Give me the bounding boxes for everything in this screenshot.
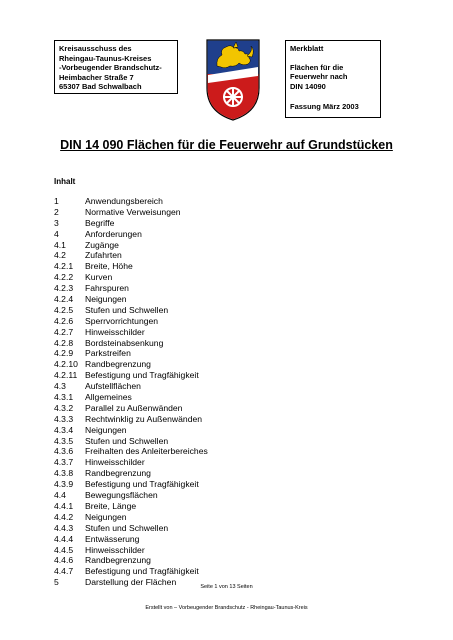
- toc-entry-text: Darstellung der Flächen: [85, 577, 177, 588]
- toc-entry: [54, 468, 208, 479]
- toc-entry-text: Fahrspuren: [85, 283, 129, 294]
- toc-entry-number: 4.4.7: [54, 566, 74, 577]
- toc-entry-number: 4.3.3: [54, 413, 74, 424]
- toc-entry-number: 4.3.7: [54, 457, 74, 468]
- toc-entry-text: Begriffe: [85, 217, 115, 228]
- toc-entry-text: Hinweisschilder: [85, 457, 145, 468]
- document-title: DIN 14 090 Flächen für die Feuerwehr auf Grundstücken: [60, 138, 393, 152]
- toc-entry: [54, 305, 208, 316]
- toc-entry-text: Parkstreifen: [85, 348, 131, 359]
- toc-entry-number: 4.2.3: [54, 283, 74, 294]
- toc-entry-text: Freihalten des Anleiterbereiches: [85, 446, 208, 457]
- toc-entry-number: 4.2.6: [54, 315, 74, 326]
- toc-entry: [54, 250, 208, 261]
- toc-entry-number: 4.2: [54, 250, 66, 261]
- toc-entry: [54, 501, 208, 512]
- toc-entry: [54, 545, 208, 556]
- toc-entry-number: 4.2.4: [54, 294, 74, 305]
- toc-entry: [54, 370, 208, 381]
- toc-entry-number: 4.3.2: [54, 402, 74, 413]
- toc-entry: [54, 566, 208, 577]
- toc-entry-text: Parallel zu Außenwänden: [85, 402, 183, 413]
- toc-entry: [54, 207, 208, 218]
- toc-entry-number: 4.2.11: [54, 370, 78, 381]
- toc-entry: [54, 479, 208, 490]
- toc-entry-number: 4.2.8: [54, 337, 74, 348]
- issuer-line: Heimbacher Straße 7: [59, 72, 134, 82]
- toc-entry: [54, 261, 208, 272]
- toc-entry: [54, 272, 208, 283]
- toc-entry-text: Anwendungsbereich: [85, 196, 163, 206]
- toc-entry: [54, 534, 208, 545]
- toc-entry-text: Sperrvorrichtungen: [85, 315, 159, 326]
- version-label: Fassung März 2003: [290, 102, 359, 112]
- toc-entry: [54, 283, 208, 294]
- toc-heading: Inhalt: [54, 177, 76, 186]
- toc-entry-text: Befestigung und Tragfähigkeit: [85, 566, 199, 577]
- toc-entry: [54, 338, 208, 349]
- toc-entry-text: Befestigung und Tragfähigkeit: [85, 370, 199, 381]
- toc-entry-number: 4.2.7: [54, 326, 74, 337]
- toc-entry-text: Zugänge: [85, 239, 119, 250]
- page-number: Seite 1 von 13 Seiten: [200, 584, 253, 590]
- toc-entry-number: 4.4.1: [54, 500, 74, 511]
- toc-entry: [54, 316, 208, 327]
- toc-entry-text: Hinweisschilder: [85, 326, 145, 337]
- toc-entry-number: 4.3.6: [54, 446, 74, 457]
- toc-entry-number: 3: [54, 217, 59, 228]
- toc-entry: [54, 457, 208, 468]
- toc-entry: [54, 523, 208, 534]
- toc-entry-text: Stufen und Schwellen: [85, 522, 169, 533]
- toc-entry-number: 4.3.1: [54, 392, 74, 403]
- toc-entry-text: Kurven: [85, 272, 113, 283]
- toc-entry-number: 4.4.3: [54, 522, 74, 533]
- issuer-line: Kreisausschuss des: [59, 44, 132, 53]
- toc-entry: [54, 348, 208, 359]
- leaflet-line: DIN 14090: [290, 81, 326, 91]
- toc-entry-number: 4.4: [54, 490, 66, 501]
- toc-entry: [54, 359, 208, 370]
- table-of-contents: [54, 196, 208, 588]
- toc-entry-number: 4.3.5: [54, 435, 74, 446]
- toc-entry: [54, 414, 208, 425]
- toc-entry: [54, 490, 208, 501]
- toc-entry-number: 4.2.9: [54, 348, 74, 359]
- toc-entry-number: 4.4.2: [54, 511, 74, 522]
- toc-entry-number: 5: [54, 577, 59, 588]
- toc-entry-number: 4.1: [54, 239, 66, 250]
- leaflet-info-box: [285, 40, 381, 118]
- toc-entry-text: Entwässerung: [85, 533, 140, 544]
- toc-entry: [54, 512, 208, 523]
- toc-entry-text: Neigungen: [85, 424, 127, 435]
- toc-entry-text: Aufstellflächen: [85, 381, 141, 392]
- leaflet-label: Merkblatt: [290, 44, 324, 53]
- toc-entry-text: Breite, Höhe: [85, 261, 133, 272]
- toc-entry-number: 4.3.4: [54, 424, 74, 435]
- toc-entry-number: 4.4.4: [54, 533, 74, 544]
- toc-entry: [54, 403, 208, 414]
- toc-entry: [54, 229, 208, 240]
- toc-entry-text: Neigungen: [85, 294, 127, 305]
- issuer-line: -Vorbeugender Brandschutz-: [59, 63, 162, 73]
- toc-entry-text: Stufen und Schwellen: [85, 304, 169, 315]
- toc-entry-number: 4.2.10: [54, 359, 78, 370]
- toc-entry-text: Hinweisschilder: [85, 544, 145, 555]
- toc-entry-text: Randbegrenzung: [85, 359, 151, 370]
- coat-of-arms-icon: [203, 36, 263, 122]
- toc-entry-number: 4.3.8: [54, 468, 74, 479]
- toc-entry-text: Befestigung und Tragfähigkeit: [85, 479, 199, 490]
- toc-entry: [54, 294, 208, 305]
- toc-entry: [54, 555, 208, 566]
- toc-entry: [54, 436, 208, 447]
- toc-entry-number: 4.3: [54, 381, 66, 392]
- toc-entry: [54, 446, 208, 457]
- toc-entry-number: 4: [54, 228, 59, 239]
- toc-entry-text: Neigungen: [85, 511, 127, 522]
- toc-entry: [54, 392, 208, 403]
- toc-entry-text: Allgemeines: [85, 392, 132, 403]
- issuer-address-box: [54, 40, 178, 94]
- leaflet-line: Flächen für die: [290, 62, 344, 72]
- footer-credit: Erstellt von – Vorbeugender Brandschutz - Rheingau-Taunus-Kreis: [145, 605, 308, 611]
- toc-entry-number: 4.2.5: [54, 304, 74, 315]
- issuer-line: 65307 Bad Schwalbach: [59, 82, 142, 92]
- toc-entry-text: Randbegrenzung: [85, 468, 151, 479]
- toc-entry-text: Breite, Länge: [85, 500, 137, 511]
- toc-entry: [54, 196, 208, 207]
- toc-entry-text: Zufahrten: [85, 250, 122, 261]
- leaflet-line: Feuerwehr nach: [290, 72, 348, 82]
- toc-entry-text: Stufen und Schwellen: [85, 435, 169, 446]
- toc-entry-number: 4.4.5: [54, 544, 74, 555]
- toc-entry-text: Bordsteinabsenkung: [85, 337, 164, 348]
- toc-entry: [54, 381, 208, 392]
- toc-entry: [54, 425, 208, 436]
- toc-entry-number: 4.4.6: [54, 555, 74, 566]
- toc-entry-number: 4.3.9: [54, 479, 74, 490]
- toc-entry-text: Rechtwinklig zu Außenwänden: [85, 413, 203, 424]
- toc-entry-number: 4.2.1: [54, 261, 74, 272]
- toc-entry: [54, 218, 208, 229]
- toc-entry-text: Normative Verweisungen: [85, 206, 181, 217]
- toc-entry: [54, 240, 208, 251]
- toc-entry-number: 4.2.2: [54, 272, 74, 283]
- toc-entry-number: 1: [54, 196, 59, 206]
- toc-entry-text: Randbegrenzung: [85, 555, 151, 566]
- toc-entry-text: Anforderungen: [85, 228, 142, 239]
- toc-entry-number: 2: [54, 206, 59, 217]
- toc-entry-text: Bewegungsflächen: [85, 490, 158, 501]
- issuer-line: Rheingau-Taunus-Kreises: [59, 53, 152, 63]
- toc-entry: [54, 327, 208, 338]
